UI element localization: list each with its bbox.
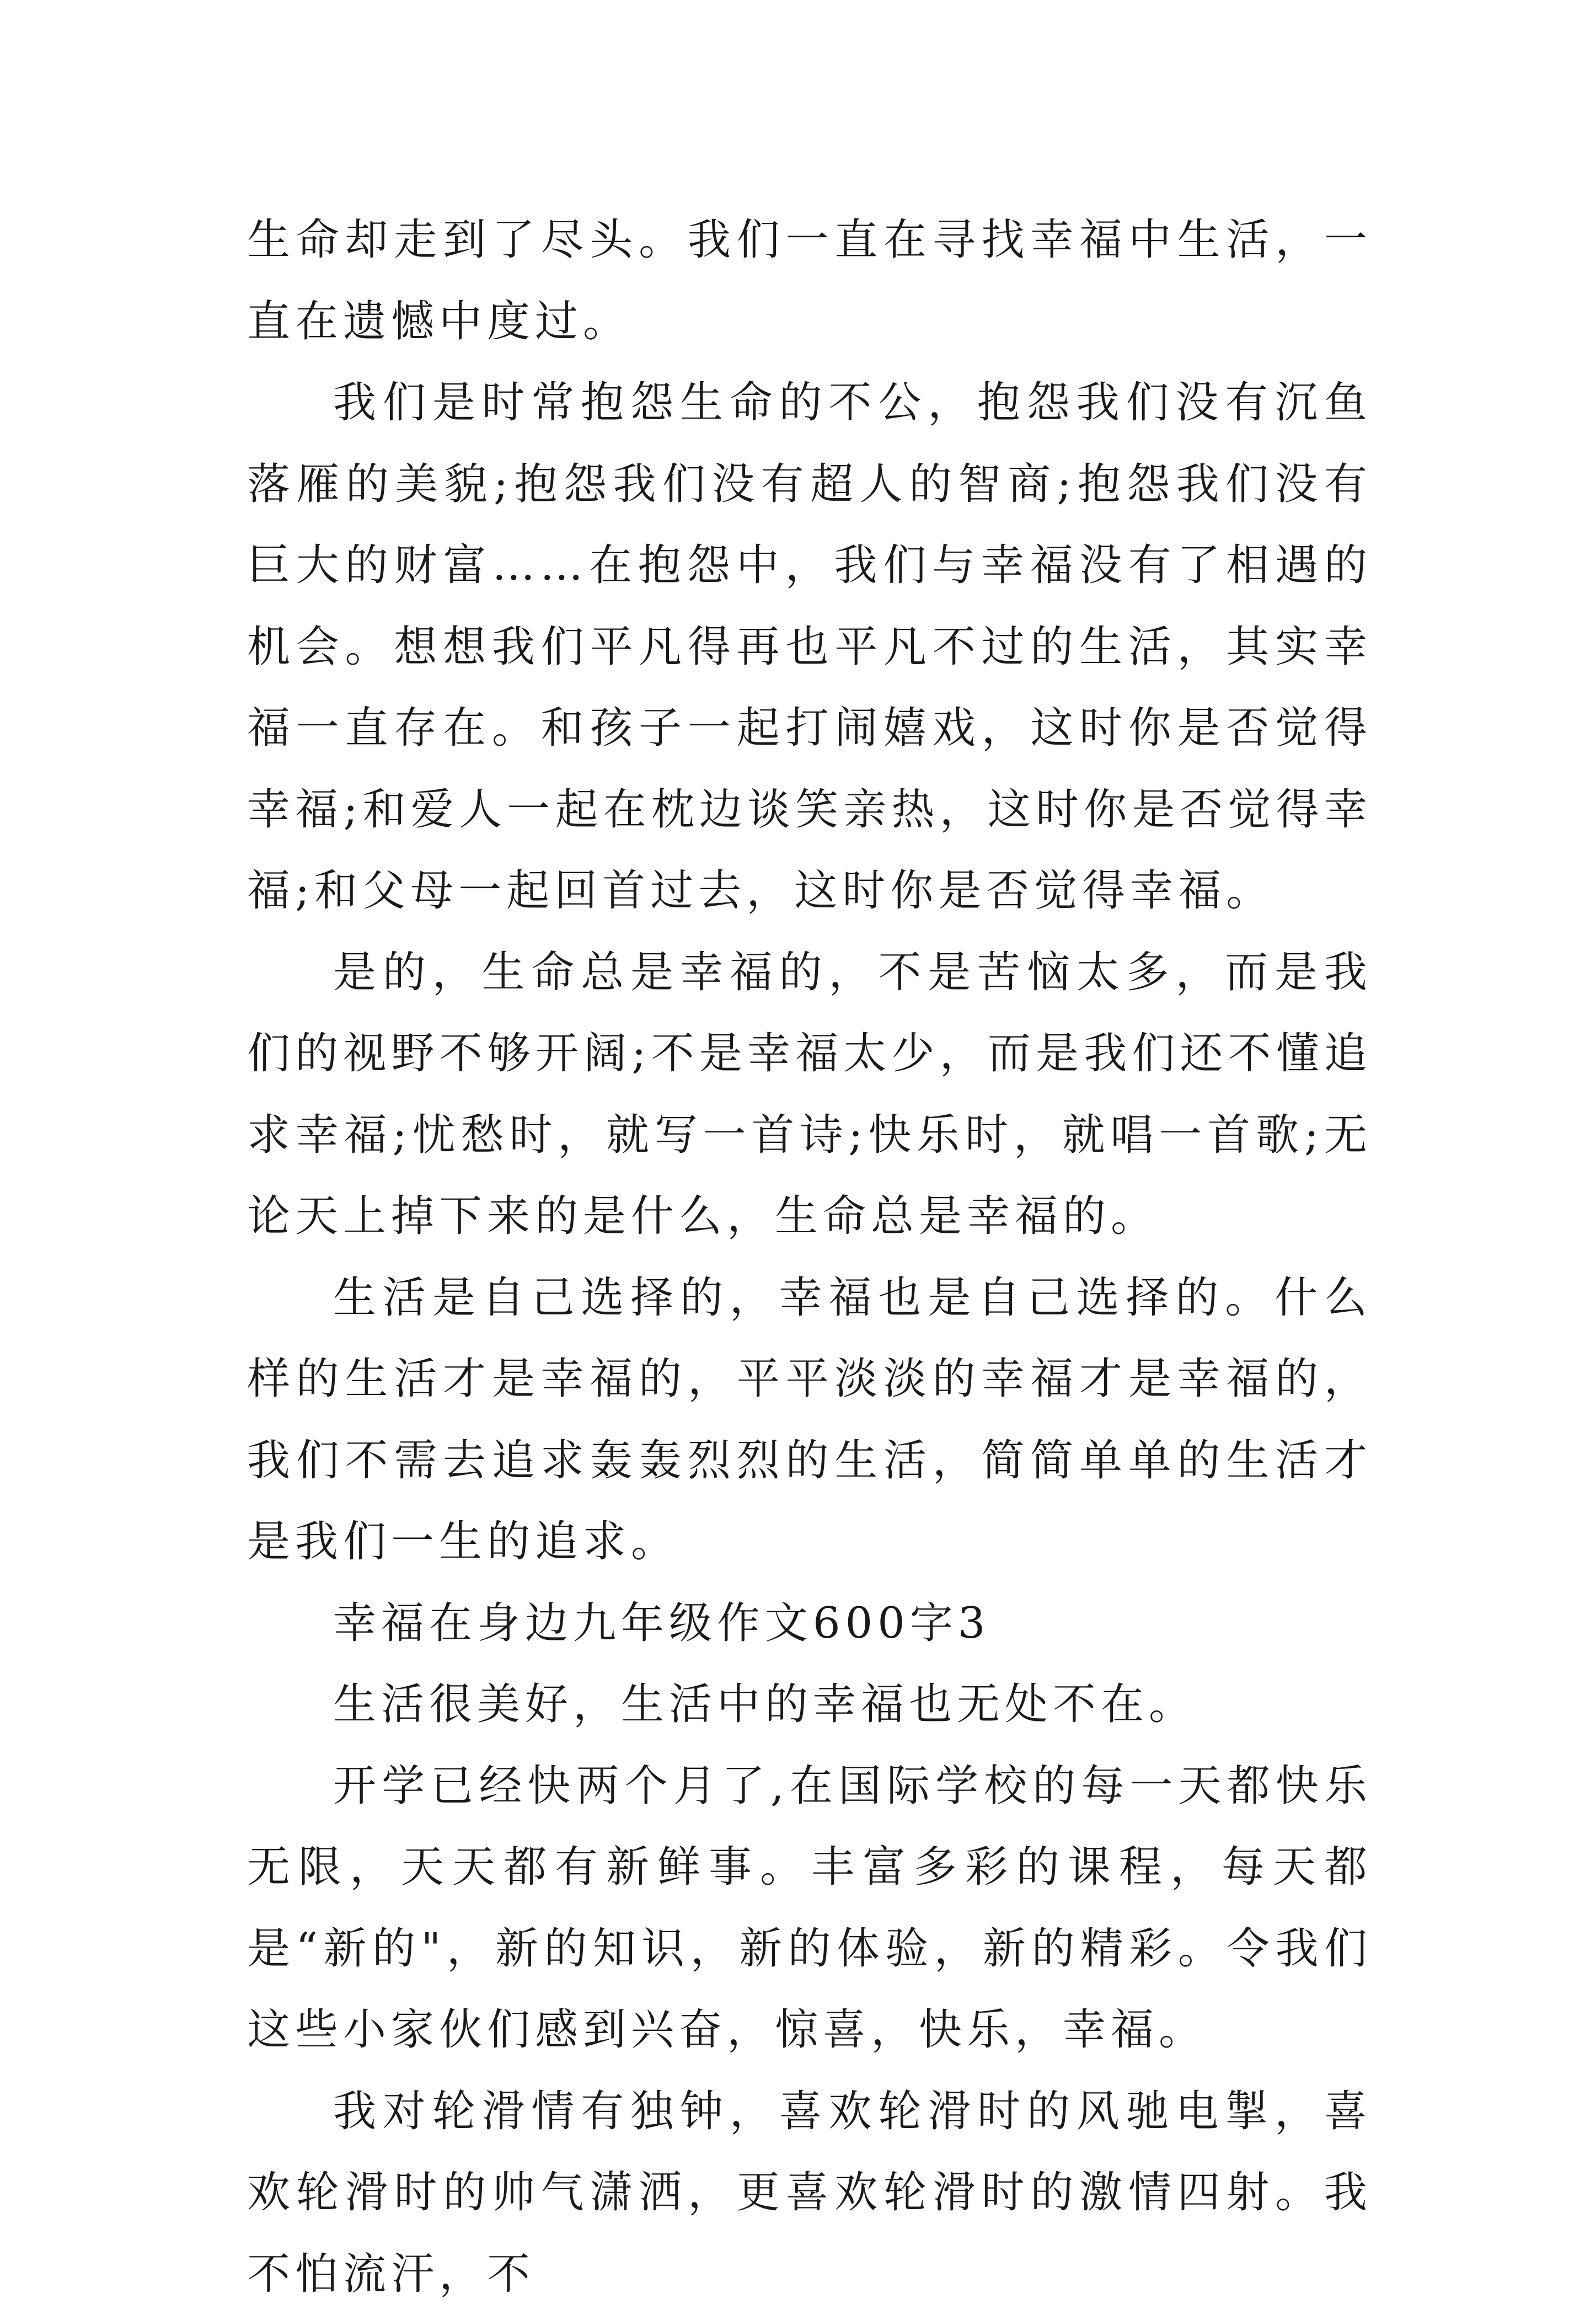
paragraph-2: 我们是时常抱怨生命的不公，抱怨我们没有沉鱼落雁的美貌;抱怨我们没有超人的智商;抱怨我们没有巨大的财富……在抱怨中，我们与幸福没有了相遇的机会。想想我们平凡得再也平凡不过的生活，其实幸福一直存在。和孩子一起打闹嬉戏，这时你是否觉得幸福;和爱人一起在枕边谈笑亲热，这时你是否觉得幸福;和父母一起回首过去，这时你是否觉得幸福。 <box>247 362 1372 932</box>
paragraph-6: 开学已经快两个月了,在国际学校的每一天都快乐无限，天天都有新鲜事。丰富多彩的课程，每天都是“新的"，新的知识，新的体验，新的精彩。令我们这些小家伙们感到兴奋，惊喜，快乐，幸福。 <box>247 1746 1372 2071</box>
paragraph-4: 生活是自己选择的，幸福也是自己选择的。什么样的生活才是幸福的，平平淡淡的幸福才是幸福的，我们不需去追求轰轰烈烈的生活，简简单单的生活才是我们一生的追求。 <box>247 1258 1372 1583</box>
paragraph-5: 生活很美好，生活中的幸福也无处不在。 <box>247 1664 1372 1746</box>
paragraph-1: 生命却走到了尽头。我们一直在寻找幸福中生活，一直在遗憾中度过。 <box>247 200 1372 362</box>
document-body <box>247 200 1372 2315</box>
paragraph-7: 我对轮滑情有独钟，喜欢轮滑时的风驰电掣，喜欢轮滑时的帅气潇洒，更喜欢轮滑时的激情四射。我不怕流汗，不 <box>247 2071 1372 2315</box>
paragraph-3: 是的，生命总是幸福的，不是苦恼太多，而是我们的视野不够开阔;不是幸福太少，而是我们还不懂追求幸福;忧愁时，就写一首诗;快乐时，就唱一首歌;无论天上掉下来的是什么，生命总是幸福的。 <box>247 932 1372 1258</box>
section-heading: 幸福在身边九年级作文600字3 <box>247 1583 1372 1665</box>
